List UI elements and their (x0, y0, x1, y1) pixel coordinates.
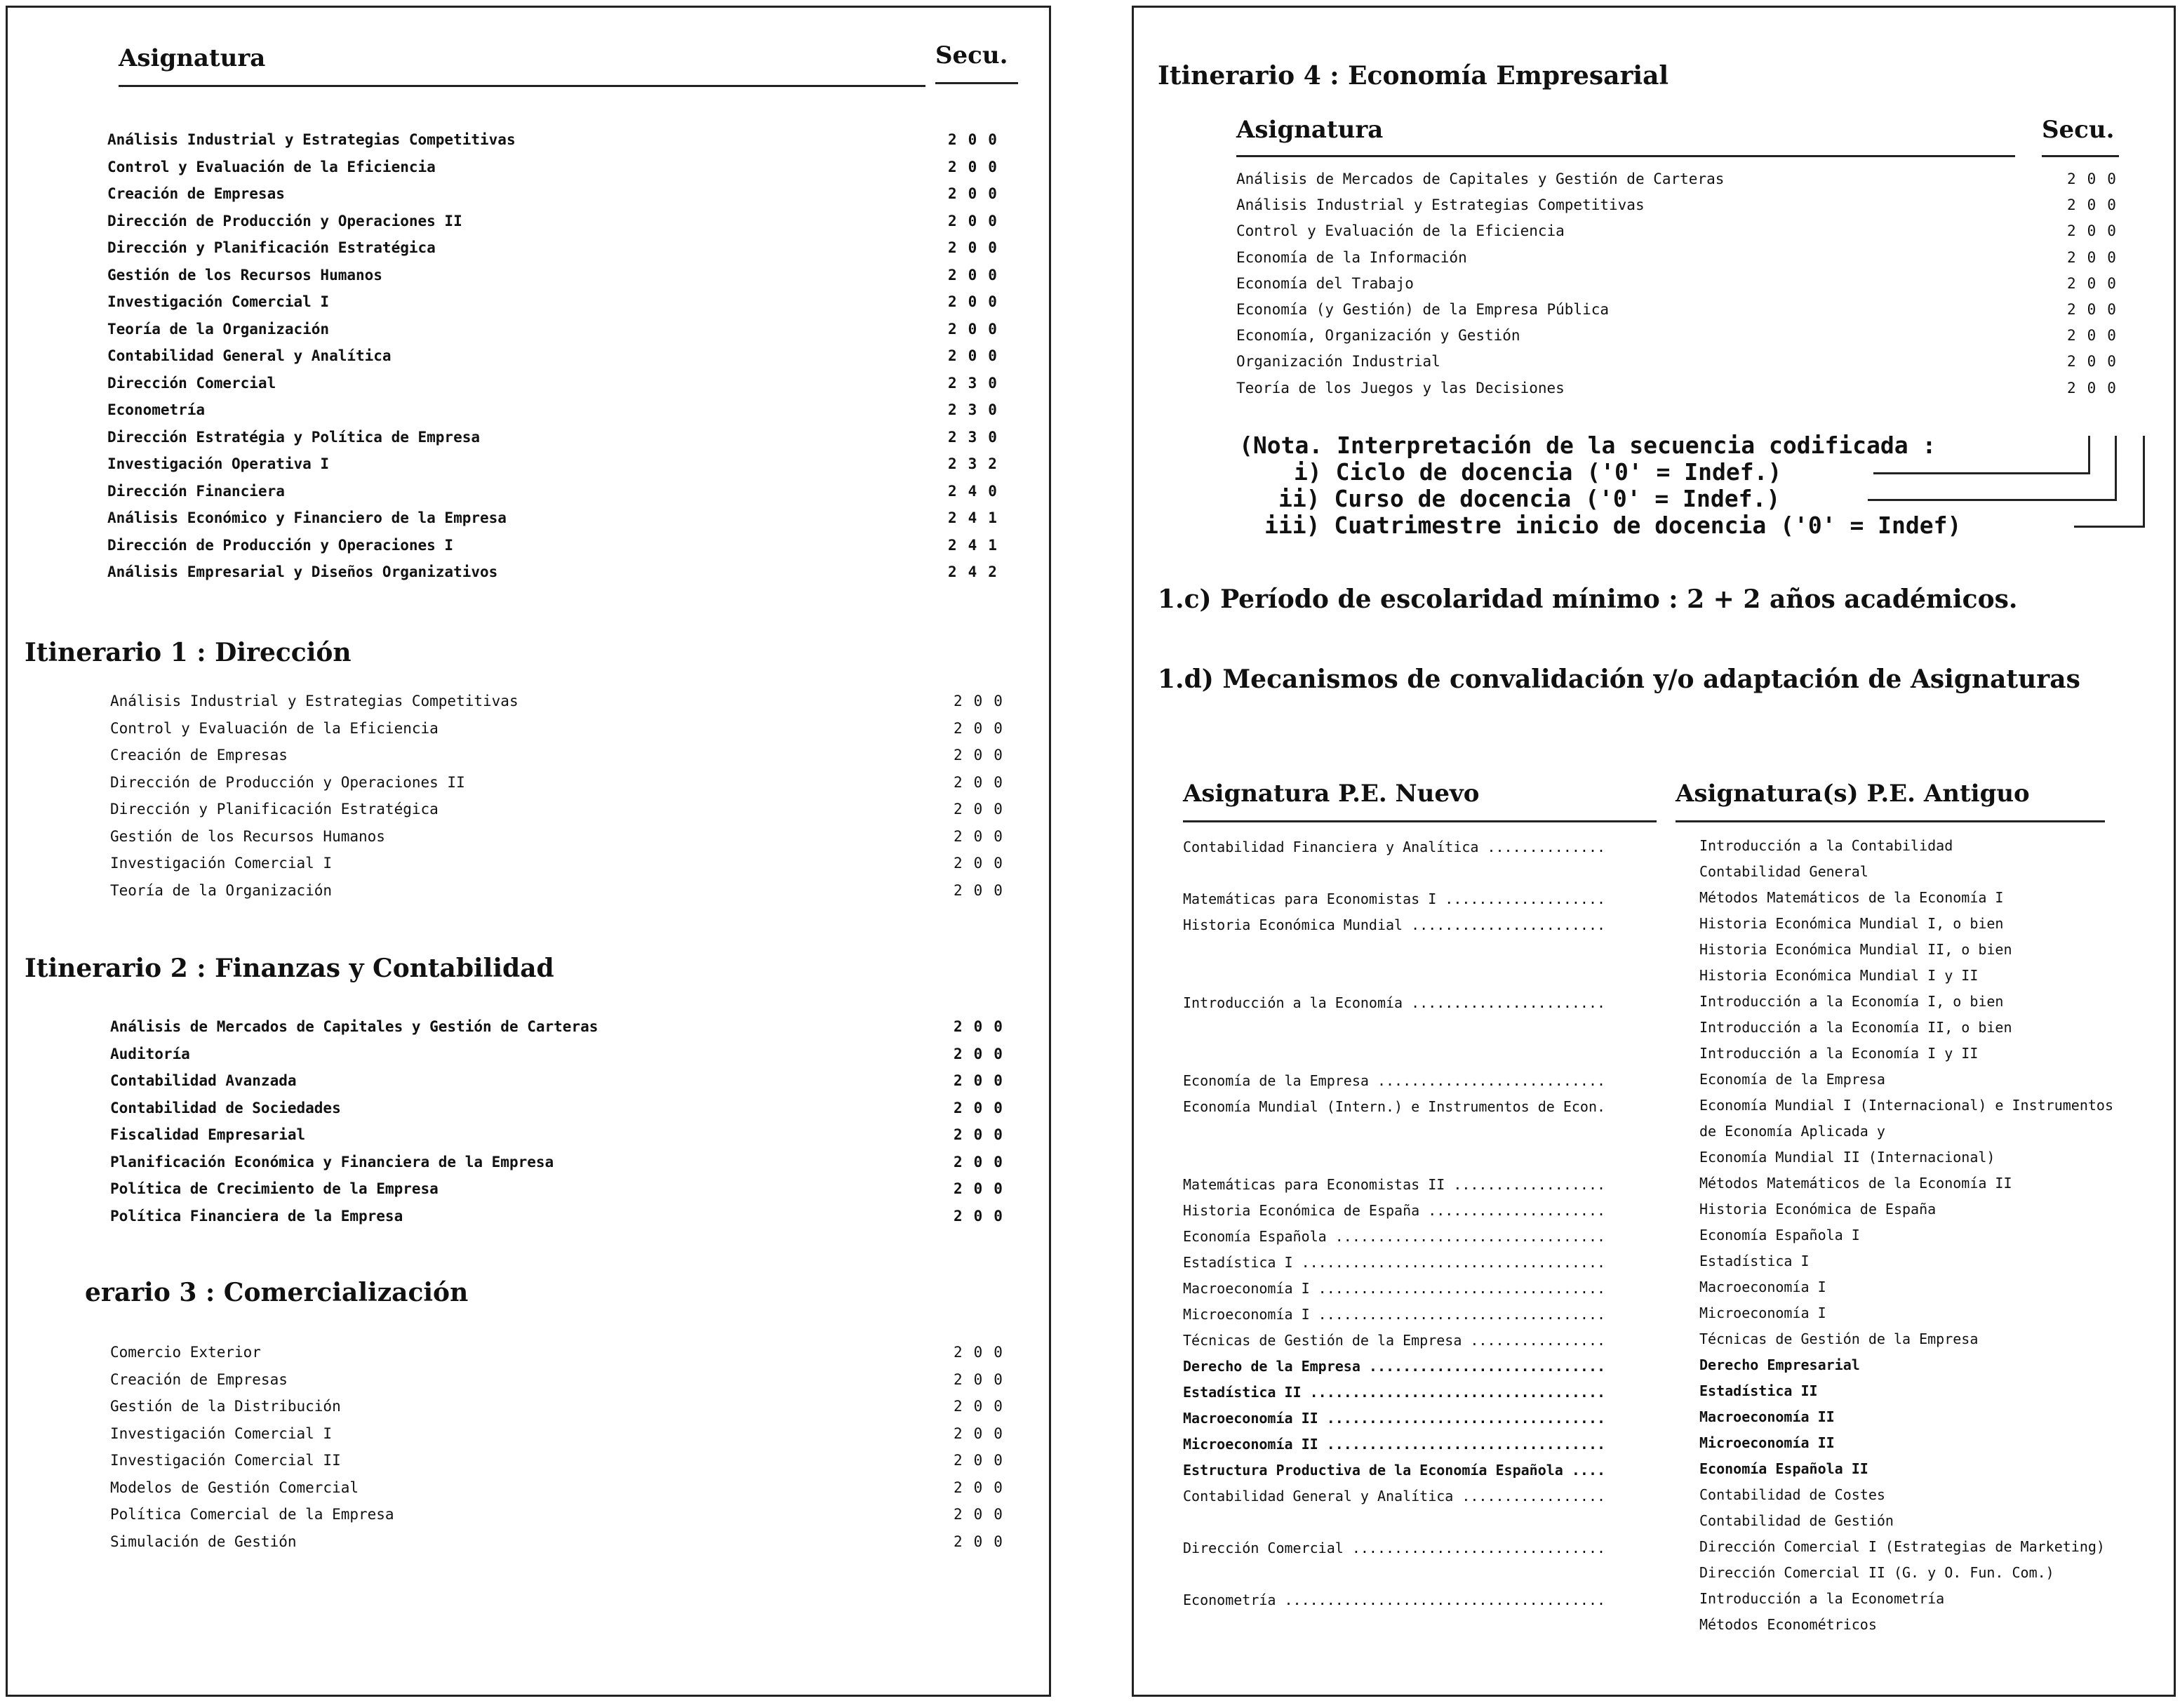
conv-antiguo: Contabilidad General (1699, 863, 1868, 880)
subject-row (1236, 248, 2127, 266)
subject-name: Análisis Empresarial y Diseños Organizativos (107, 563, 498, 580)
conv-antiguo: Microeconomía I (1699, 1305, 1826, 1321)
conv-antiguo: Estadística I (1699, 1253, 1810, 1269)
subject-row (107, 401, 1008, 418)
conv-header-antiguo: Asignatura(s) P.E. Antiguo (1676, 780, 2030, 808)
sequence-code: 241 (948, 509, 1008, 526)
subject-name: Análisis Industrial y Estrategias Competitivas (1236, 196, 1645, 214)
conv-nuevo: Contabilidad Financiera y Analítica .............. (1183, 839, 1606, 855)
left-page (6, 6, 1051, 1697)
subject-row (1236, 171, 2127, 187)
conv-antiguo: Introducción a la Economía I y II (1699, 1045, 1979, 1062)
subject-name: Dirección Estratégia y Política de Empresa (107, 428, 481, 446)
subject-row (110, 1018, 1014, 1035)
sequence-code: 200 (954, 773, 1014, 791)
subject-name: Dirección de Producción y Operaciones II (107, 212, 462, 229)
sequence-code: 200 (948, 347, 1008, 364)
sequence-code: 200 (2067, 196, 2127, 214)
subject-name: Análisis Industrial y Estrategias Competitivas (107, 131, 516, 148)
sequence-code: 200 (954, 881, 1014, 899)
subject-row (107, 563, 1008, 580)
subject-name: Teoría de la Organización (110, 881, 333, 899)
sequence-code: 200 (954, 1180, 1014, 1197)
subject-row (1236, 196, 2127, 214)
subject-row (1236, 327, 2127, 345)
subject-name: Creación de Empresas (107, 185, 285, 202)
subject-row (107, 158, 1008, 175)
conv-antiguo: Contabilidad de Gestión (1699, 1512, 1894, 1529)
subject-name: Dirección Financiera (107, 482, 285, 500)
sequence-code: 200 (948, 239, 1008, 256)
conv-antiguo: Economía de la Empresa (1699, 1071, 1885, 1088)
conv-antiguo: Macroeconomía I (1699, 1279, 1826, 1295)
conv-nuevo: Estadística II ................................... (1183, 1384, 1606, 1401)
conv-antiguo: Contabilidad de Costes (1699, 1486, 1885, 1503)
subject-row (107, 293, 1008, 310)
sequence-code: 200 (2067, 327, 2127, 345)
sequence-code: 200 (2067, 353, 2127, 371)
conv-nuevo: Introducción a la Economía ....................... (1183, 994, 1606, 1011)
conv-nuevo: Econometría ...................................... (1183, 1592, 1606, 1608)
subject-name: Economía del Trabajo (1236, 274, 1414, 292)
subject-row (110, 1344, 1014, 1361)
sequence-code: 200 (954, 693, 1014, 709)
conv-nuevo: Matemáticas para Economistas II .................. (1183, 1176, 1606, 1193)
secu-header: Secu. (935, 41, 1008, 69)
sequence-code: 200 (954, 1506, 1014, 1523)
conv-rule-nuevo (1183, 820, 1657, 822)
subject-row (107, 509, 1008, 526)
header-rule (119, 85, 925, 87)
sequence-code: 200 (954, 1045, 1014, 1062)
subject-name: Teoría de la Organización (107, 320, 330, 338)
subject-row (1236, 274, 2127, 292)
subject-row (110, 693, 1014, 709)
conv-antiguo: Introducción a la Contabilidad (1699, 837, 1953, 854)
sequence-code: 200 (948, 185, 1008, 202)
subject-name: Política Comercial de la Empresa (110, 1506, 394, 1523)
subject-row (1236, 379, 2127, 396)
asignatura-header-right: Asignatura (1236, 116, 1384, 144)
subject-name: Análisis Económico y Financiero de la Empresa (107, 509, 507, 526)
conv-antiguo: Microeconomía II (1699, 1434, 1835, 1451)
subject-row (107, 482, 1008, 500)
note-bracket-3 (2074, 436, 2145, 528)
subject-row (1236, 301, 2127, 318)
subject-row (110, 1045, 1014, 1062)
subject-row (110, 881, 1014, 899)
sequence-code: 240 (948, 482, 1008, 500)
subject-row (107, 428, 1008, 446)
conv-nuevo: Historia Económica de España ..................... (1183, 1202, 1606, 1219)
subject-name: Dirección de Producción y Operaciones I (107, 536, 454, 554)
subject-row (110, 1126, 1014, 1143)
conv-antiguo: Introducción a la Economía I, o bien (1699, 993, 2004, 1010)
subject-name: Auditoría (110, 1045, 190, 1062)
subject-name: Investigación Comercial I (107, 293, 330, 310)
subject-row (107, 212, 1008, 229)
subject-name: Dirección de Producción y Operaciones II (110, 773, 465, 791)
sequence-code: 200 (954, 1072, 1014, 1089)
subject-name: Política Financiera de la Empresa (110, 1207, 403, 1225)
itinerario-3-title: erario 3 : Comercialización (85, 1278, 469, 1307)
conv-nuevo: Técnicas de Gestión de la Empresa ................ (1183, 1332, 1606, 1349)
subject-row (1236, 222, 2127, 240)
subject-name: Investigación Comercial II (110, 1452, 341, 1469)
subject-row (110, 1207, 1014, 1225)
subject-name: Economía (y Gestión) de la Empresa Pública (1236, 301, 1610, 318)
conv-antiguo: Economía Mundial I (Internacional) e Instrumentos (1699, 1097, 2114, 1114)
subject-name: Comercio Exterior (110, 1344, 261, 1361)
conv-nuevo: Economía Española ................................ (1183, 1228, 1606, 1245)
sequence-code: 200 (948, 131, 1008, 148)
sequence-code: 200 (948, 212, 1008, 229)
conv-nuevo: Macroeconomía II ................................. (1183, 1410, 1606, 1427)
sequence-code: 200 (954, 1425, 1014, 1442)
subject-name: Economía de la Información (1236, 248, 1467, 266)
sequence-code: 200 (948, 158, 1008, 175)
subject-row (110, 855, 1014, 872)
conv-antiguo: Macroeconomía II (1699, 1408, 1835, 1425)
subject-row (107, 185, 1008, 202)
subject-name: Dirección y Planificación Estratégica (107, 239, 436, 256)
subject-row (110, 1506, 1014, 1523)
subject-row (110, 1533, 1014, 1550)
subject-row (110, 719, 1014, 737)
subject-name: Teoría de los Juegos y las Decisiones (1236, 379, 1565, 396)
sequence-code: 200 (948, 320, 1008, 338)
note-line-1: (Nota. Interpretación de la secuencia codificada : (1239, 432, 1937, 459)
subject-row (110, 1425, 1014, 1442)
sequence-code: 200 (2067, 379, 2127, 396)
conv-nuevo: Estructura Productiva de la Economía Española .... (1183, 1462, 1606, 1479)
sequence-code: 200 (954, 1207, 1014, 1225)
subject-name: Economía, Organización y Gestión (1236, 327, 1520, 345)
sequence-code: 200 (954, 1398, 1014, 1415)
section-1c: 1.c) Período de escolaridad mínimo : 2 + 2 años académicos. (1158, 585, 2018, 614)
conv-antiguo: Historia Económica de España (1699, 1201, 1937, 1217)
conv-antiguo: Métodos Matemáticos de la Economía I (1699, 889, 2004, 906)
secu-rule (935, 82, 1018, 84)
asignatura-header: Asignatura (119, 44, 266, 72)
sequence-code: 200 (954, 801, 1014, 818)
conv-nuevo: Economía Mundial (Intern.) e Instrumentos de Econ. (1183, 1098, 1606, 1115)
subject-name: Simulación de Gestión (110, 1533, 297, 1550)
subject-name: Investigación Comercial I (110, 855, 333, 872)
sequence-code: 200 (954, 1018, 1014, 1035)
conv-antiguo: Historia Económica Mundial II, o bien (1699, 941, 2012, 958)
subject-name: Gestión de la Distribución (110, 1398, 341, 1415)
sequence-code: 200 (954, 1344, 1014, 1361)
sequence-code: 241 (948, 536, 1008, 554)
sequence-code: 230 (948, 374, 1008, 392)
subject-row (110, 1072, 1014, 1089)
sequence-code: 200 (954, 1126, 1014, 1143)
subject-row (110, 827, 1014, 845)
sequence-code: 200 (954, 827, 1014, 845)
subject-name: Dirección y Planificación Estratégica (110, 801, 439, 818)
sequence-code: 200 (948, 266, 1008, 283)
sequence-code: 200 (954, 855, 1014, 872)
subject-name: Análisis Industrial y Estrategias Competitivas (110, 693, 519, 709)
conv-antiguo: Economía Española I (1699, 1227, 1860, 1243)
subject-name: Análisis de Mercados de Capitales y Gestión de Carteras (1236, 171, 1725, 187)
subject-row (110, 1180, 1014, 1197)
sequence-code: 200 (2067, 274, 2127, 292)
itinerario-1-title: Itinerario 1 : Dirección (25, 638, 352, 667)
sequence-code: 242 (948, 563, 1008, 580)
subject-name: Econometría (107, 401, 206, 418)
sequence-code: 200 (2067, 301, 2127, 318)
subject-name: Investigación Comercial I (110, 1425, 333, 1442)
subject-row (110, 1099, 1014, 1116)
conv-antiguo: Estadística II (1699, 1382, 1818, 1399)
conv-nuevo: Macroeconomía I .................................. (1183, 1280, 1606, 1297)
sequence-code: 200 (954, 1452, 1014, 1469)
sequence-code: 200 (954, 1479, 1014, 1496)
subject-row (107, 536, 1008, 554)
note-line-4: iii) Cuatrimestre inicio de docencia ('0' = Indef) (1264, 512, 1962, 539)
subject-name: Modelos de Gestión Comercial (110, 1479, 359, 1496)
sequence-code: 200 (2067, 248, 2127, 266)
conv-antiguo: Historia Económica Mundial I, o bien (1699, 915, 2004, 932)
right-page (1132, 6, 2176, 1697)
conv-antiguo: Dirección Comercial I (Estrategias de Marketing) (1699, 1538, 2105, 1555)
subject-row (107, 320, 1008, 338)
conv-nuevo: Matemáticas para Economistas I ................... (1183, 890, 1606, 907)
conv-nuevo: Microeconomía I .................................. (1183, 1306, 1606, 1323)
subject-name: Gestión de los Recursos Humanos (110, 827, 385, 845)
conv-antiguo: Introducción a la Econometría (1699, 1590, 1945, 1607)
sequence-code: 200 (954, 747, 1014, 763)
conv-antiguo: Dirección Comercial II (G. y O. Fun. Com.) (1699, 1564, 2054, 1581)
sequence-code: 200 (954, 1153, 1014, 1170)
conv-nuevo: Economía de la Empresa ........................... (1183, 1072, 1606, 1089)
itinerario-4-title: Itinerario 4 : Economía Empresarial (1158, 61, 1669, 91)
conv-nuevo: Estadística I .................................... (1183, 1254, 1606, 1271)
secu-rule-right (2042, 155, 2119, 157)
subject-name: Control y Evaluación de la Eficiencia (1236, 222, 1565, 240)
sequence-code: 230 (948, 428, 1008, 446)
sequence-code: 232 (948, 455, 1008, 472)
subject-name: Contabilidad Avanzada (110, 1072, 297, 1089)
conv-antiguo: Introducción a la Economía II, o bien (1699, 1019, 2012, 1036)
sequence-code: 200 (948, 293, 1008, 310)
sequence-code: 200 (954, 1099, 1014, 1116)
conv-antiguo: Historia Económica Mundial I y II (1699, 967, 1979, 984)
subject-name: Dirección Comercial (107, 374, 276, 392)
subject-row (110, 1370, 1014, 1388)
subject-row (1236, 353, 2127, 371)
header-rule-right (1236, 155, 2015, 157)
subject-row (110, 801, 1014, 818)
conv-rule-antiguo (1676, 820, 2105, 822)
subject-name: Creación de Empresas (110, 747, 288, 763)
subject-name: Gestión de los Recursos Humanos (107, 266, 382, 283)
subject-row (110, 1398, 1014, 1415)
conv-antiguo: Derecho Empresarial (1699, 1356, 1860, 1373)
sequence-code: 200 (954, 1533, 1014, 1550)
note-line-2: i) Ciclo de docencia ('0' = Indef.) (1294, 458, 1782, 486)
subject-name: Control y Evaluación de la Eficiencia (110, 719, 439, 737)
subject-row (110, 1479, 1014, 1496)
note-line-3: ii) Curso de docencia ('0' = Indef.) (1278, 485, 1781, 512)
subject-row (110, 1452, 1014, 1469)
conv-antiguo: Técnicas de Gestión de la Empresa (1699, 1330, 1979, 1347)
conv-header-nuevo: Asignatura P.E. Nuevo (1183, 780, 1480, 808)
subject-name: Análisis de Mercados de Capitales y Gestión de Carteras (110, 1018, 599, 1035)
sequence-code: 200 (2067, 222, 2127, 240)
subject-name: Creación de Empresas (110, 1370, 288, 1388)
conv-nuevo: Contabilidad General y Analítica ................. (1183, 1488, 1606, 1504)
subject-row (107, 347, 1008, 364)
sequence-code: 200 (954, 719, 1014, 737)
subject-name: Política de Crecimiento de la Empresa (110, 1180, 439, 1197)
subject-name: Contabilidad de Sociedades (110, 1099, 341, 1116)
subject-name: Organización Industrial (1236, 353, 1440, 371)
sequence-code: 200 (2067, 171, 2127, 187)
itinerario-2-title: Itinerario 2 : Finanzas y Contabilidad (25, 954, 554, 983)
subject-row (107, 374, 1008, 392)
subject-row (107, 131, 1008, 148)
conv-antiguo: Métodos Matemáticos de la Economía II (1699, 1175, 2012, 1192)
conv-nuevo: Historia Económica Mundial ....................... (1183, 916, 1606, 933)
conv-nuevo: Dirección Comercial .............................. (1183, 1540, 1606, 1556)
subject-name: Control y Evaluación de la Eficiencia (107, 158, 436, 175)
subject-row (110, 773, 1014, 791)
subject-name: Contabilidad General y Analítica (107, 347, 392, 364)
conv-nuevo: Derecho de la Empresa ............................ (1183, 1358, 1606, 1375)
subject-row (107, 266, 1008, 283)
subject-row (110, 747, 1014, 763)
conv-nuevo: Microeconomía II ................................. (1183, 1436, 1606, 1453)
subject-name: Fiscalidad Empresarial (110, 1126, 306, 1143)
sequence-code: 200 (954, 1370, 1014, 1388)
subject-name: Planificación Económica y Financiera de la Empresa (110, 1153, 554, 1170)
section-1d: 1.d) Mecanismos de convalidación y/o adaptación de Asignaturas (1158, 665, 2080, 694)
conv-antiguo: Métodos Econométricos (1699, 1616, 1877, 1633)
subject-row (110, 1153, 1014, 1170)
sequence-code: 230 (948, 401, 1008, 418)
subject-row (107, 455, 1008, 472)
conv-antiguo: Economía Mundial II (Internacional) (1699, 1149, 1995, 1166)
subject-row (107, 239, 1008, 256)
subject-name: Investigación Operativa I (107, 455, 330, 472)
conv-antiguo: de Economía Aplicada y (1699, 1123, 1885, 1140)
secu-header-right: Secu. (2042, 116, 2115, 144)
conv-antiguo: Economía Española II (1699, 1460, 1868, 1477)
